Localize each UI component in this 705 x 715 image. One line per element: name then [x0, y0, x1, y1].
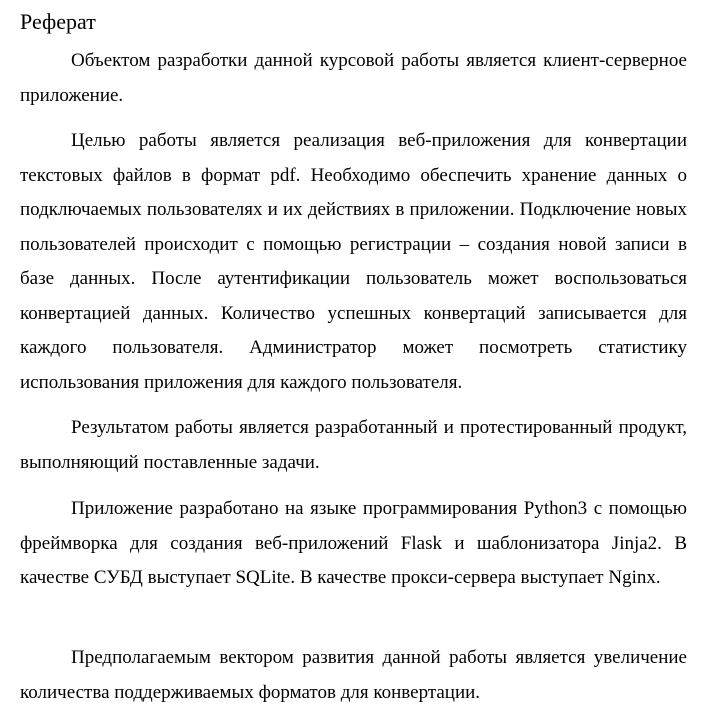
paragraph-development: Предполагаемым вектором развития данной работы является увеличение количества поддерживаемых форматов для конвертации.: [20, 647, 687, 703]
paragraph-result: Результатом работы является разработанный и протестированный продукт, выполняющий поставленные задачи.: [20, 417, 687, 473]
paragraph-goal: Целью работы является реализация веб-приложения для конвертации текстовых файлов в формат pdf. Необходимо обеспечить хранение данных о подключаемых пользователях и их действиях в приложении. Подключение новых пользователей происходит с помощью регистрации – создания новой записи в базе данных. После аутентификации пользователь может воспользоваться конвертацией данных. Количество успешных конвертаций записывается для каждого пользователя. Администратор может посмотреть статистику использования приложения для каждого пользователя.: [20, 130, 687, 393]
paragraph-object: Объектом разработки данной курсовой работы является клиент-серверное приложение.: [20, 50, 687, 106]
document-heading: Реферат: [20, 9, 96, 34]
paragraph-technologies: Приложение разработано на языке программирования Python3 с помощью фреймворка для создания веб-приложений Flask и шаблонизатора Jinja2. В качестве СУБД выступает SQLite. В качестве прокси-сервера выступает Nginx.: [20, 498, 687, 588]
